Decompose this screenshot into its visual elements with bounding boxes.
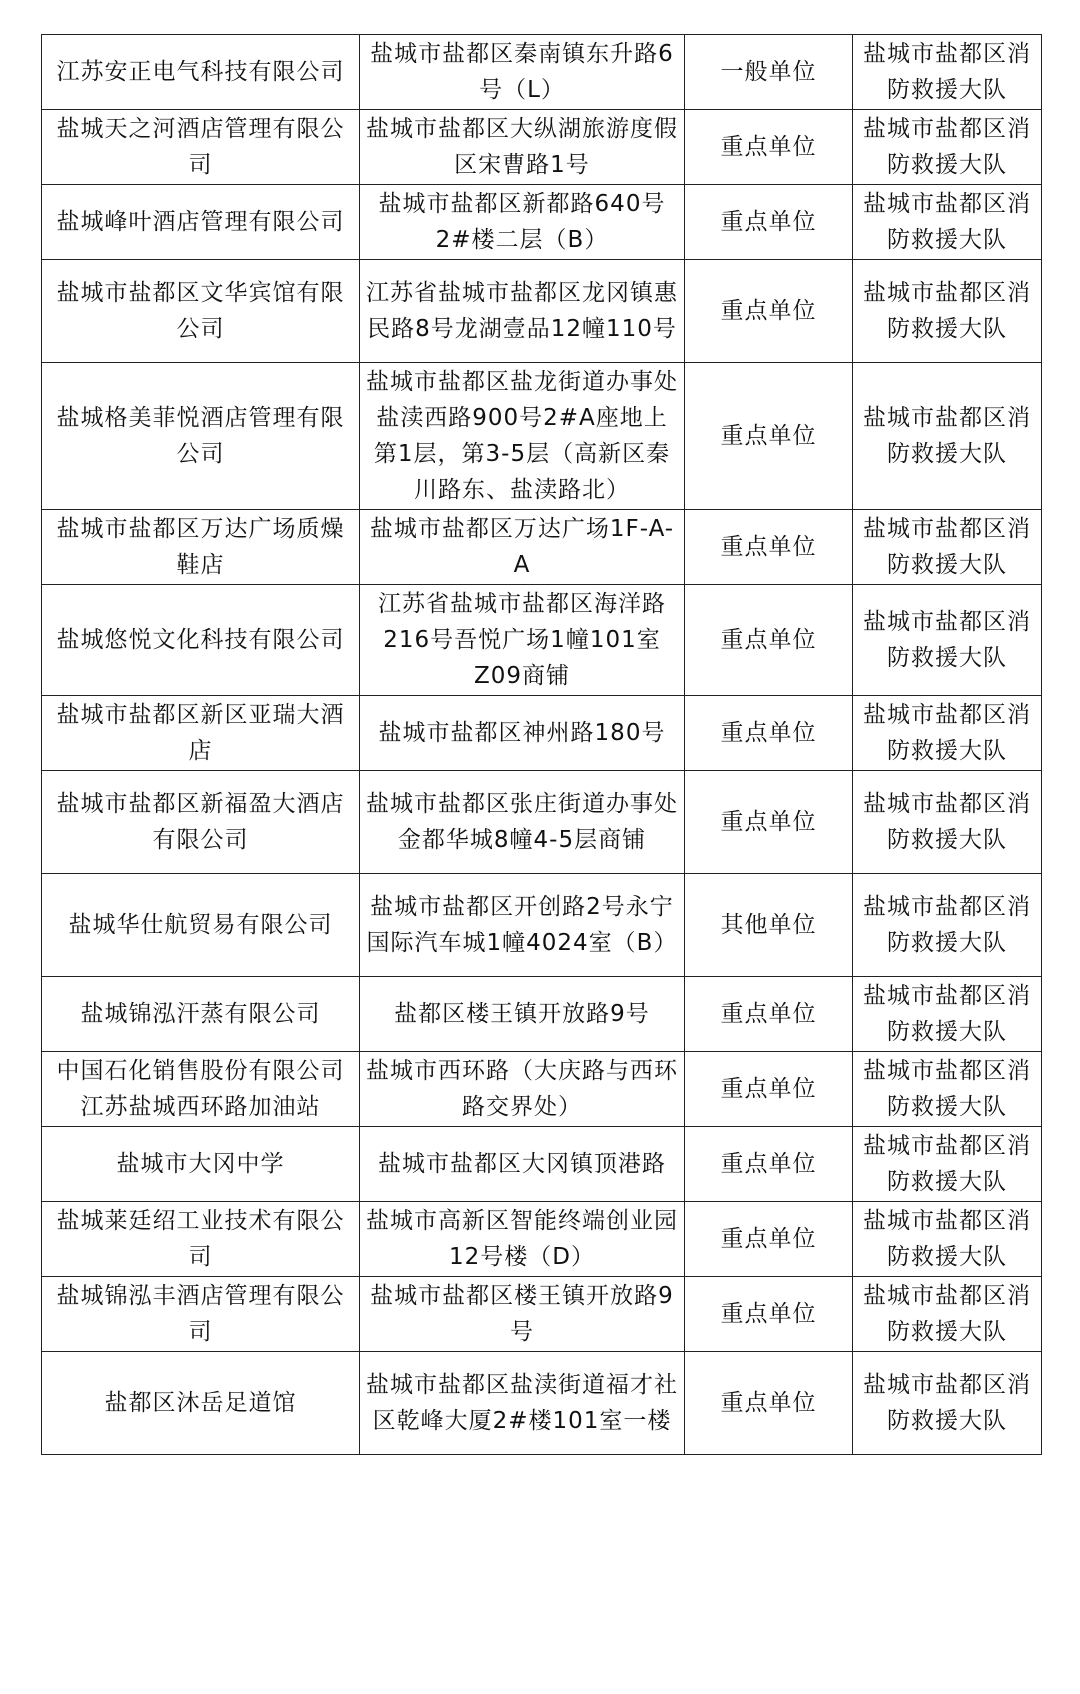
unit-type-cell: 重点单位 (685, 185, 853, 260)
unit-name-cell: 盐城市盐都区文华宾馆有限公司 (42, 260, 360, 363)
unit-address-cell: 盐城市盐都区大纵湖旅游度假区宋曹路1号 (360, 110, 685, 185)
table-row (42, 260, 1042, 363)
authority-cell: 盐城市盐都区消防救援大队 (853, 110, 1042, 185)
unit-address-cell: 盐城市盐都区大冈镇顶港路 (360, 1127, 685, 1202)
unit-name-cell: 盐城峰叶酒店管理有限公司 (42, 185, 360, 260)
unit-name-cell: 盐城华仕航贸易有限公司 (42, 874, 360, 977)
authority-cell: 盐城市盐都区消防救援大队 (853, 510, 1042, 585)
unit-address-cell: 盐城市盐都区新都路640号2#楼二层（B） (360, 185, 685, 260)
unit-name-cell: 盐城锦泓丰酒店管理有限公司 (42, 1277, 360, 1352)
table-row (42, 185, 1042, 260)
unit-name-cell: 盐城格美菲悦酒店管理有限公司 (42, 363, 360, 510)
authority-cell: 盐城市盐都区消防救援大队 (853, 1127, 1042, 1202)
unit-address-cell: 盐都区楼王镇开放路9号 (360, 977, 685, 1052)
unit-type-cell: 重点单位 (685, 1127, 853, 1202)
unit-address-cell: 盐城市高新区智能终端创业园12号楼（D） (360, 1202, 685, 1277)
unit-name-cell: 盐城悠悦文化科技有限公司 (42, 585, 360, 696)
unit-address-cell: 江苏省盐城市盐都区海洋路216号吾悦广场1幢101室Z09商铺 (360, 585, 685, 696)
unit-address-cell: 盐城市盐都区盐渎街道福才社区乾峰大厦2#楼101室一楼 (360, 1352, 685, 1455)
authority-cell: 盐城市盐都区消防救援大队 (853, 1052, 1042, 1127)
table-row (42, 1352, 1042, 1455)
unit-name-cell: 盐城市盐都区新区亚瑞大酒店 (42, 696, 360, 771)
authority-cell: 盐城市盐都区消防救援大队 (853, 1202, 1042, 1277)
unit-type-cell: 重点单位 (685, 771, 853, 874)
table-row (42, 1277, 1042, 1352)
table-row (42, 110, 1042, 185)
unit-address-cell: 盐城市盐都区神州路180号 (360, 696, 685, 771)
unit-address-cell: 盐城市盐都区张庄街道办事处金都华城8幢4-5层商铺 (360, 771, 685, 874)
unit-name-cell: 盐城市大冈中学 (42, 1127, 360, 1202)
unit-type-cell: 重点单位 (685, 363, 853, 510)
unit-name-cell: 盐城市盐都区万达广场质燥鞋店 (42, 510, 360, 585)
table-row (42, 1202, 1042, 1277)
unit-address-cell: 盐城市盐都区万达广场1F-A-A (360, 510, 685, 585)
unit-type-cell: 重点单位 (685, 510, 853, 585)
table-row (42, 35, 1042, 110)
unit-type-cell: 其他单位 (685, 874, 853, 977)
unit-type-cell: 重点单位 (685, 260, 853, 363)
table-row (42, 696, 1042, 771)
table-row (42, 363, 1042, 510)
table-row (42, 977, 1042, 1052)
unit-address-cell: 盐城市盐都区开创路2号永宁国际汽车城1幢4024室（B） (360, 874, 685, 977)
unit-type-cell: 重点单位 (685, 1052, 853, 1127)
authority-cell: 盐城市盐都区消防救援大队 (853, 185, 1042, 260)
authority-cell: 盐城市盐都区消防救援大队 (853, 977, 1042, 1052)
fire-safety-units-table (41, 34, 1042, 1455)
unit-address-cell: 江苏省盐城市盐都区龙冈镇惠民路8号龙湖壹品12幢110号 (360, 260, 685, 363)
unit-type-cell: 重点单位 (685, 1352, 853, 1455)
table-row (42, 1052, 1042, 1127)
unit-address-cell: 盐城市盐都区楼王镇开放路9号 (360, 1277, 685, 1352)
unit-type-cell: 重点单位 (685, 696, 853, 771)
unit-name-cell: 盐城市盐都区新福盈大酒店有限公司 (42, 771, 360, 874)
table-row (42, 874, 1042, 977)
authority-cell: 盐城市盐都区消防救援大队 (853, 771, 1042, 874)
authority-cell: 盐城市盐都区消防救援大队 (853, 585, 1042, 696)
unit-name-cell: 盐城锦泓汗蒸有限公司 (42, 977, 360, 1052)
unit-type-cell: 重点单位 (685, 1202, 853, 1277)
authority-cell: 盐城市盐都区消防救援大队 (853, 35, 1042, 110)
unit-name-cell: 盐城天之河酒店管理有限公司 (42, 110, 360, 185)
unit-name-cell: 盐都区沐岳足道馆 (42, 1352, 360, 1455)
unit-name-cell: 盐城莱廷绍工业技术有限公司 (42, 1202, 360, 1277)
unit-type-cell: 重点单位 (685, 1277, 853, 1352)
unit-type-cell: 重点单位 (685, 977, 853, 1052)
authority-cell: 盐城市盐都区消防救援大队 (853, 874, 1042, 977)
authority-cell: 盐城市盐都区消防救援大队 (853, 260, 1042, 363)
unit-type-cell: 重点单位 (685, 110, 853, 185)
unit-address-cell: 盐城市盐都区盐龙街道办事处盐渎西路900号2#A座地上第1层，第3-5层（高新区秦川路东、盐渎路北） (360, 363, 685, 510)
unit-type-cell: 一般单位 (685, 35, 853, 110)
table-row (42, 771, 1042, 874)
unit-address-cell: 盐城市盐都区秦南镇东升路6号（L） (360, 35, 685, 110)
unit-name-cell: 江苏安正电气科技有限公司 (42, 35, 360, 110)
authority-cell: 盐城市盐都区消防救援大队 (853, 1277, 1042, 1352)
table-row (42, 1127, 1042, 1202)
table-row (42, 510, 1042, 585)
unit-address-cell: 盐城市西环路（大庆路与西环路交界处） (360, 1052, 685, 1127)
authority-cell: 盐城市盐都区消防救援大队 (853, 696, 1042, 771)
unit-type-cell: 重点单位 (685, 585, 853, 696)
authority-cell: 盐城市盐都区消防救援大队 (853, 363, 1042, 510)
unit-name-cell: 中国石化销售股份有限公司江苏盐城西环路加油站 (42, 1052, 360, 1127)
authority-cell: 盐城市盐都区消防救援大队 (853, 1352, 1042, 1455)
table-row (42, 585, 1042, 696)
